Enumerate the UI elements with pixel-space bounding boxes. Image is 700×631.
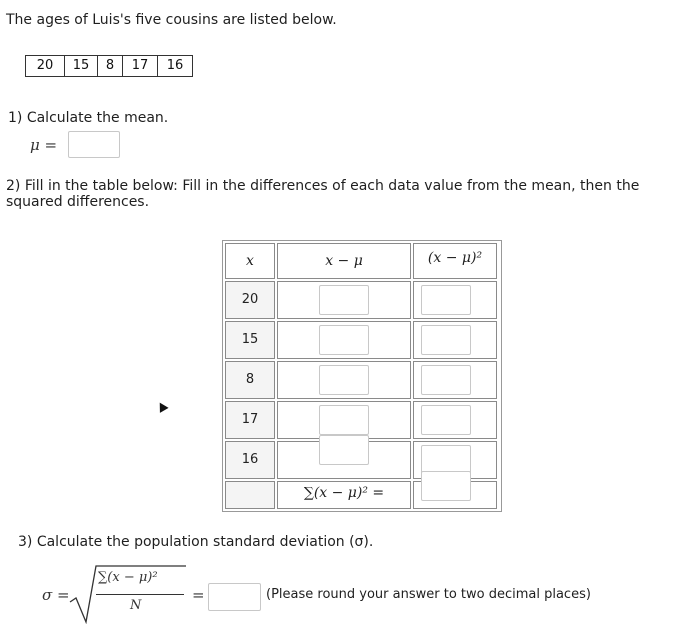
sum-label: ∑(x − μ)² = — [303, 485, 385, 501]
question-3-text: 3) Calculate the population standard deviation (σ). — [18, 534, 374, 550]
x-cell — [225, 321, 275, 359]
round-note: (Please round your answer to two decimal places) — [266, 587, 591, 602]
sq-input-2[interactable] — [421, 325, 471, 355]
x-cell — [225, 361, 275, 399]
age-value: 16 — [166, 58, 184, 73]
diff-input-1[interactable] — [319, 285, 369, 315]
header-x: x — [246, 253, 254, 269]
sum-blank-cell — [225, 481, 275, 509]
header-sq: (x − μ)² — [427, 250, 483, 266]
equals-sign: = — [192, 586, 205, 604]
mean-answer-input[interactable] — [68, 131, 120, 158]
diff-input-3[interactable] — [319, 365, 369, 395]
sq-input-1[interactable] — [421, 285, 471, 315]
diff-input-5[interactable] — [319, 435, 369, 465]
numerator: ∑(x − μ)² — [98, 570, 158, 585]
mu-label: μ = — [30, 136, 58, 154]
sigma-answer-input[interactable] — [208, 583, 261, 611]
diff-input-4[interactable] — [319, 405, 369, 435]
x-cell — [225, 401, 275, 439]
sum-input[interactable] — [421, 471, 471, 501]
question-1-text: 1) Calculate the mean. — [8, 110, 169, 126]
denominator: N — [130, 598, 142, 613]
sum-label-cell — [277, 481, 411, 509]
header-sq-cell — [413, 243, 497, 279]
fraction-bar — [96, 594, 184, 595]
diff-input-2[interactable] — [319, 325, 369, 355]
x-value: 20 — [241, 292, 259, 307]
ages-list — [25, 55, 193, 77]
intro-text: The ages of Luis's five cousins are listed below. — [6, 12, 337, 28]
question-2-text: 2) Fill in the table below: Fill in the differences of each data value from the mean, then the squared differences. — [6, 178, 640, 210]
sq-input-4[interactable] — [421, 405, 471, 435]
mouse-cursor-icon — [155, 400, 168, 413]
header-diff: x − μ — [325, 253, 363, 269]
age-value: 17 — [123, 56, 158, 76]
age-value: 8 — [98, 56, 123, 76]
x-cell — [225, 281, 275, 319]
deviation-table — [222, 240, 502, 512]
x-value: 17 — [241, 412, 259, 427]
age-value: 20 — [26, 56, 65, 76]
header-x-cell — [225, 243, 275, 279]
x-cell — [225, 441, 275, 479]
x-value: 16 — [241, 452, 259, 467]
sq-input-3[interactable] — [421, 365, 471, 395]
age-value: 15 — [65, 56, 98, 76]
sigma-label: σ = — [42, 586, 70, 604]
header-diff-cell — [277, 243, 411, 279]
x-value: 8 — [245, 372, 255, 387]
x-value: 15 — [241, 332, 259, 347]
